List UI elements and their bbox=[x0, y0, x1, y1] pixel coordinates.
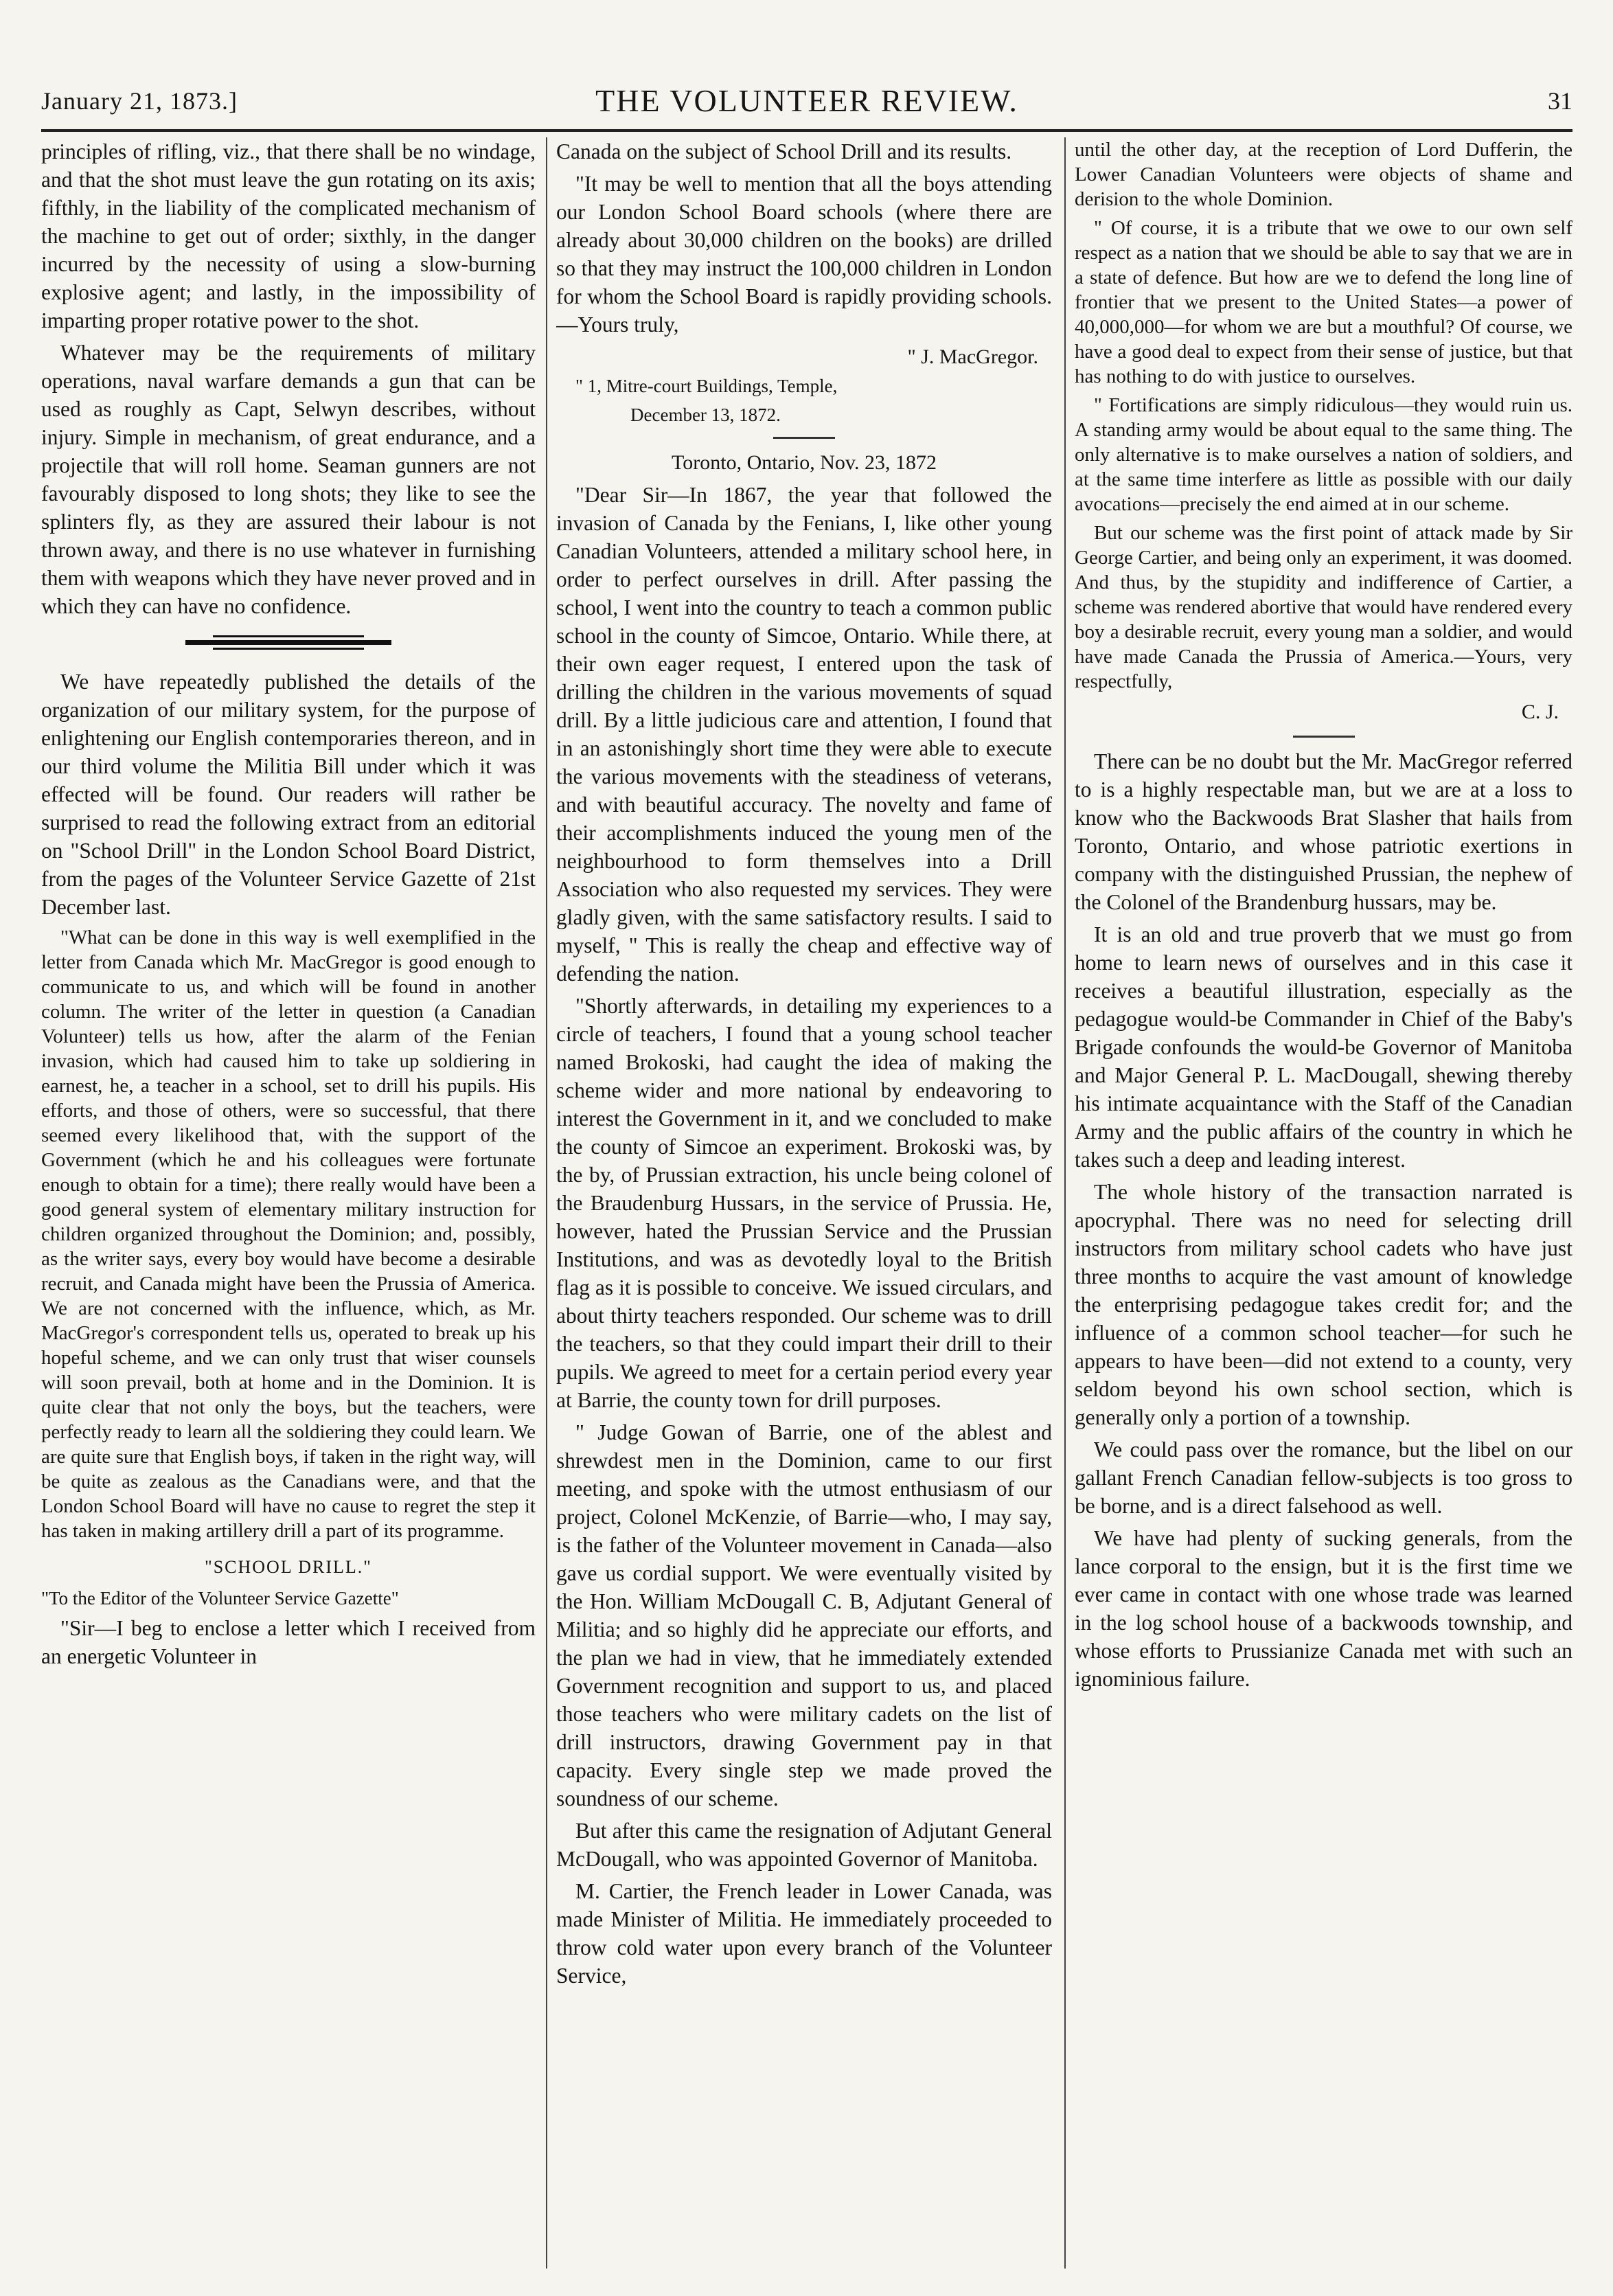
address: " 1, Mitre-court Buildings, Temple, bbox=[575, 376, 838, 396]
paragraph: We have repeatedly published the details of the organization of our military system, for the purpose of enlightening our English contemporaries thereon, and in our third volume the Militia Bill under which it was effected will be found. Our readers will rather be surprised to read the following extract from an editorial on "School Drill" in the London School Board District, from the pages of the Volunteer Service Gazette of 21st December last. bbox=[41, 670, 536, 919]
paragraph: We have had plenty of sucking generals, from the lance corporal to the ensign, but it is the first time we ever came in contact with one whose trade was learned in the log school house of a backwoods township, and whose efforts to Prussianize Canada met with such an ignominious failure. bbox=[1075, 1526, 1572, 1691]
paragraph: " Fortifications are simply ridiculous—they would ruin us. A standing army would be about equal to the same thing. The only alternative is to make ourselves a nation of soldiers, and at the same time interfere as little as possible with our daily avocations—precisely the end aimed at in our scheme. bbox=[1075, 394, 1572, 515]
paragraph: There can be no doubt but the Mr. MacGregor referred to is a highly respectable man, but we are at a loss to know who the Backwoods Brat Slasher that hails from Toronto, Ontario, and whose patriotic exertions in company with the distinguished Prussian, the nephew of the Colonel of the Brandenburg hussars, may be. bbox=[1075, 749, 1572, 914]
paragraph: But our scheme was the first point of attack made by Sir George Cartier, and being only an experiment, it was doomed. And thus, by the stupidity and indifference of Cartier, a scheme was rendered abortive that would have rendered every boy a desirable recruit, every young man a soldier, and would have made Canada the Prussia of America.—Yours, very respectfully, bbox=[1075, 522, 1572, 692]
short-rule bbox=[1293, 736, 1355, 738]
paragraph: principles of rifling, viz., that there shall be no windage, and that the shot must leave the gun rotating on its axis; fifthly, in the liability of the complicated mechanism of the machine to get out of order; sixthly, in the danger incurred by the necessity of using a slow-burning explosive agent; and lastly, in the impossibility of imparting proper rotative power to the shot. bbox=[41, 139, 536, 332]
short-rule bbox=[773, 437, 835, 439]
salutation: "To the Editor of the Volunteer Service Gazette" bbox=[41, 1588, 399, 1609]
paragraph: until the other day, at the reception of Lord Dufferin, the Lower Canadian Volunteers were objects of shame and derision to the whole Dominion. bbox=[1075, 139, 1572, 210]
address-date: December 13, 1872. bbox=[630, 405, 781, 425]
paragraph: "Dear Sir—In 1867, the year that followed the invasion of Canada by the Fenians, I, like other young Canadian Volunteers, attended a military school here, in order to perfect ourselves in drill. After passing the school, I went into the country to teach a common public school in the county of Simcoe, Ontario. While there, at their own eager request, I entered upon the task of drilling the children in the various movements of squad drill. By a little judicious care and attention, I found that in an astonishingly short time they were able to execute the various movements with the steadiness of veterans, and with beautiful accuracy. The novelty and fame of their accomplishments induced the young men of the neighbourhood to form themselves into a Drill Association who also requested my services. They were gladly given, with the same satisfactory results. I said to myself, " This is really the cheap and effective way of defending the nation. bbox=[556, 483, 1052, 986]
paragraph: "Sir—I beg to enclose a letter which I received from an energetic Volunteer in bbox=[41, 1616, 536, 1668]
column-3 bbox=[1075, 137, 1572, 2269]
page-header bbox=[41, 81, 1572, 122]
paragraph: The whole history of the transaction narrated is apocryphal. There was no need for selecting drill instructors from military school cadets who have just three months to acquire the vast amount of knowledge the enterprising pedagogue takes credit for; and the influence of a common school teacher—for such he appears to have been—did not extend to a county, very seldom beyond his own school section, which is generally only a portion of a township. bbox=[1075, 1180, 1572, 1429]
paragraph: Canada on the subject of School Drill and its results. bbox=[556, 139, 1012, 163]
section-heading: "SCHOOL DRILL." bbox=[205, 1557, 372, 1577]
paragraph: We could pass over the romance, but the libel on our gallant French Canadian fellow-subjects is too gross to be borne, and is a direct falsehood as well. bbox=[1075, 1437, 1572, 1518]
paragraph: Whatever may be the requirements of military operations, naval warfare demands a gun that can be used as roughly as Capt, Selwyn describes, without injury. Simple in mechanism, of great endurance, and a projectile that will roll home. Seaman gunners are not favourably disposed to long shots; they like to see the splinters fly, as they are assured their labour is not thrown away, and there is no use whatever in furnishing them with weapons which they have never proved and in which they can have no confidence. bbox=[41, 341, 536, 618]
paragraph: But after this came the resignation of Adjutant General McDougall, who was appointed Governor of Manitoba. bbox=[556, 1819, 1052, 1871]
column-divider bbox=[1064, 137, 1066, 2269]
paragraph: " Of course, it is a tribute that we owe to our own self respect as a nation that we should be able to say that we are in a state of defence. But how are we to defend the long line of frontier that we present to the United States—a power of 40,000,000—for whom we are but a mouthful? Of course, we have a good deal to expect from their sense of justice, but that has nothing to do with justice to ourselves. bbox=[1075, 217, 1572, 387]
paragraph: "Shortly afterwards, in detailing my experiences to a circle of teachers, I found that a young school teacher named Brokoski, had caught the idea of making the scheme wider and more national by endeavoring to interest the Government in it, and we concluded to make the county of Simcoe an experiment. Brokoski was, by the by, of Prussian extraction, his uncle being colonel of the Braudenburg Hussars, in the service of Prussia. He, however, hated the Prussian Service and the Prussian Institutions, and was as devotedly loyal to the British flag as it is possible to conceive. We issued circulars, and about thirty teachers responded. Our scheme was to drill the teachers, so that they could impart their drill to their pupils. We agreed to meet for a certain period every year at Barrie, the county town for drill purposes. bbox=[556, 994, 1052, 1412]
signature: C. J. bbox=[1521, 701, 1559, 723]
column-2 bbox=[556, 137, 1052, 2269]
header-rule bbox=[41, 129, 1572, 132]
paragraph: M. Cartier, the French leader in Lower Canada, was made Minister of Militia. He immediately proceeded to throw cold water upon every branch of the Volunteer Service, bbox=[556, 1879, 1052, 1988]
signature: " J. MacGregor. bbox=[907, 345, 1038, 368]
quoted-editorial: "What can be done in this way is well exemplified in the letter from Canada which Mr. MacGregor is good enough to communicate to us, and which will be found in another column. The writer of the letter in question (a Canadian Volunteer) tells us how, after the alarm of the Fenian invasion, which had caused him to take up soldiering in earnest, he, a teacher in a school, set to drill his pupils. His efforts, and those of others, were so successful, that there seemed every likelihood that, with the support of the Government (which he and his colleagues were fortunate enough to obtain for a time); there really would have been a good general system of elementary military instruction for children organized throughout the Dominion; and, possibly, as the writer says, every boy would have become a desirable recruit, and Canada might have been the Prussia of America. We are not concerned with the influence, which, as Mr. MacGregor's correspondent tells us, operated to break up his hopeful scheme, and we can only trust that wiser counsels will soon prevail, both at home and in the Dominion. It is quite clear that not only the boys, but the teachers, were perfectly ready to learn all the soldiering they could learn. We are quite sure that English boys, if taken in the right way, will be quite as zealous as the Canadians were, and that the London School Board will have no cause to regret the step it has taken in making artillery drill a part of its programme. bbox=[41, 927, 536, 1542]
dateline: Toronto, Ontario, Nov. 23, 1872 bbox=[672, 451, 937, 474]
issue-date: January 21, 1873.] bbox=[41, 87, 238, 115]
masthead-title: THE VOLUNTEER REVIEW. bbox=[595, 83, 1018, 118]
column-divider bbox=[546, 137, 547, 2269]
column-1 bbox=[41, 137, 536, 2269]
page-number: 31 bbox=[1548, 87, 1572, 115]
paragraph: It is an old and true proverb that we must go from home to learn news of ourselves and in this case it receives a beautiful illustration, especially as the pedagogue would-be Commander in Chief of the Baby's Brigade confounds the would-be Governor of Manitoba and Major General P. L. MacDougall, shewing thereby his intimate acquaintance with the Staff of the Canadian Army and the public affairs of the country in which he takes such a deep and leading interest. bbox=[1075, 922, 1572, 1172]
paragraph: " Judge Gowan of Barrie, one of the ablest and shrewdest men in the Dominion, came to our first meeting, and spoke with the utmost enthusiasm of our project, Colonel McKenzie, of Barrie—who, I may say, is the father of the Volunteer movement in Canada—also gave us cordial support. We were eventually visited by the Hon. William McDougall C. B, Adjutant General of Militia; and so highly did he appreciate our efforts, and the plan we had in view, that he immediately extended Government recognition and support to us, and placed those teachers who were military cadets on the list of drill instructors, drawing Government pay in that capacity. Every single step we made proved the soundness of our scheme. bbox=[556, 1420, 1052, 1810]
paragraph: "It may be well to mention that all the boys attending our London School Board schools (where there are already about 30,000 children on the books) are drilled so that they may instruct the 100,000 children in London for whom the School Board is rapidly providing schools.—Yours truly, bbox=[556, 172, 1052, 337]
section-divider-ornament bbox=[185, 635, 391, 650]
